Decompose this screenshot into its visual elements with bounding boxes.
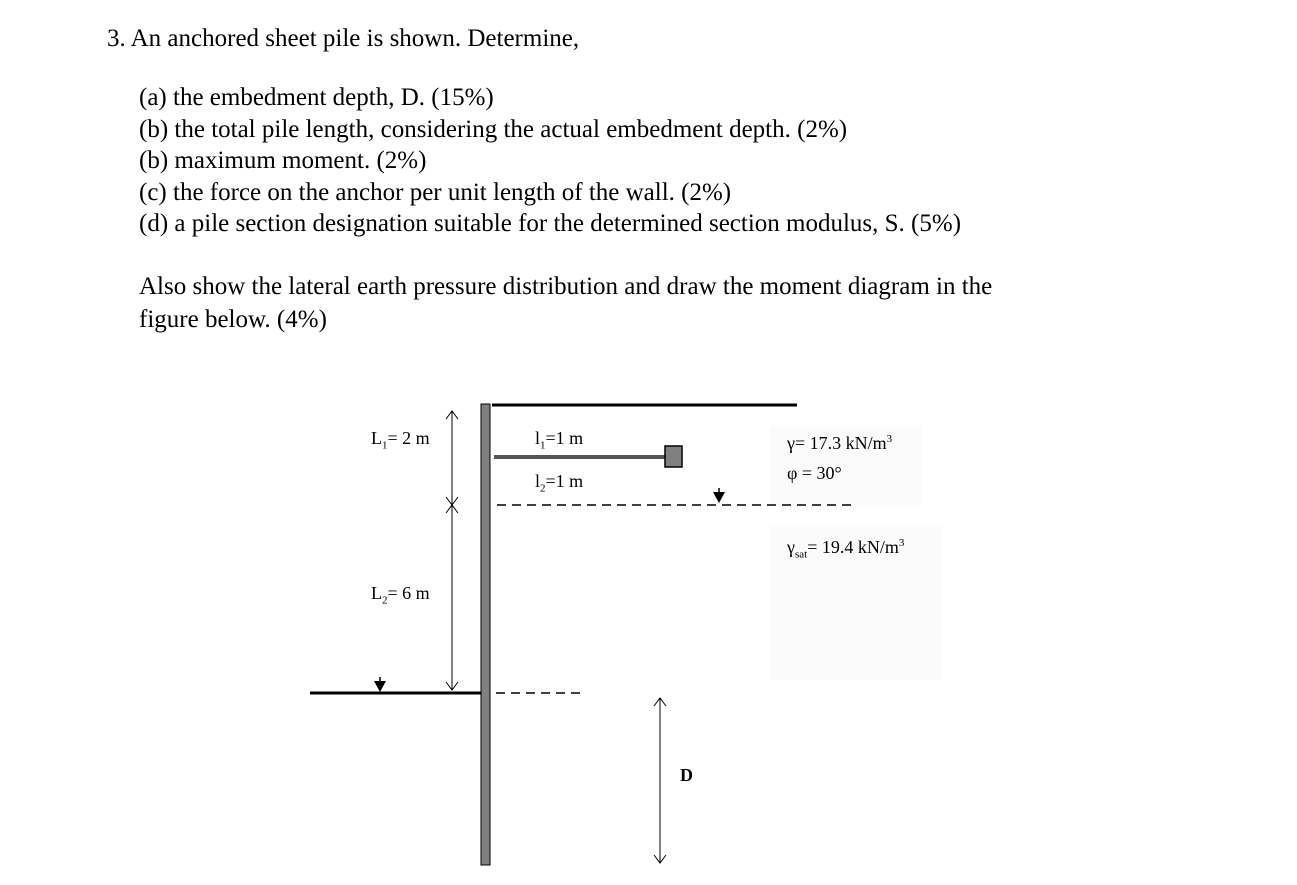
saturated-unit-weight-label: $\gamma_{sat}= 19.4$ $kN/m^3$ bbox=[787, 537, 905, 561]
friction-angle-label: φ = 30° bbox=[787, 463, 842, 483]
also-line-1: Also show the lateral earth pressure distribution and draw the moment diagram in the bbox=[139, 273, 993, 300]
part-c: (c) the force on the anchor per unit length of the wall. (2%) bbox=[139, 178, 732, 206]
sheet-pile bbox=[481, 404, 490, 865]
embedment-depth-label: D bbox=[680, 765, 693, 785]
L1-label: $L_1= 2$ m bbox=[371, 428, 430, 452]
also-line-2: figure below. (4%) bbox=[139, 305, 327, 333]
L2-label: $L_2= 6$ m bbox=[371, 583, 430, 607]
l1-label: $l_1=1$ m bbox=[535, 428, 584, 452]
part-a: (a) the embedment depth, D. (15%) bbox=[139, 84, 494, 111]
water-table-marker-right-icon bbox=[713, 492, 725, 503]
question-title: 3. An anchored sheet pile is shown. Determine, bbox=[107, 25, 580, 52]
part-b-pile-length: (b) the total pile length, considering the actual embedment depth. (2%) bbox=[139, 115, 848, 143]
water-table-marker-left-icon bbox=[374, 681, 386, 692]
l2-label: $l_2=1$ m bbox=[535, 471, 584, 495]
part-d: (d) a pile section designation suitable for the determined section modulus, S. (5%) bbox=[139, 210, 962, 237]
part-b-max-moment: (b) maximum moment. (2%) bbox=[139, 147, 427, 174]
anchor-block bbox=[665, 446, 682, 467]
unit-weight-label: γ= 17.3 $kN/m^3$ bbox=[787, 433, 893, 453]
